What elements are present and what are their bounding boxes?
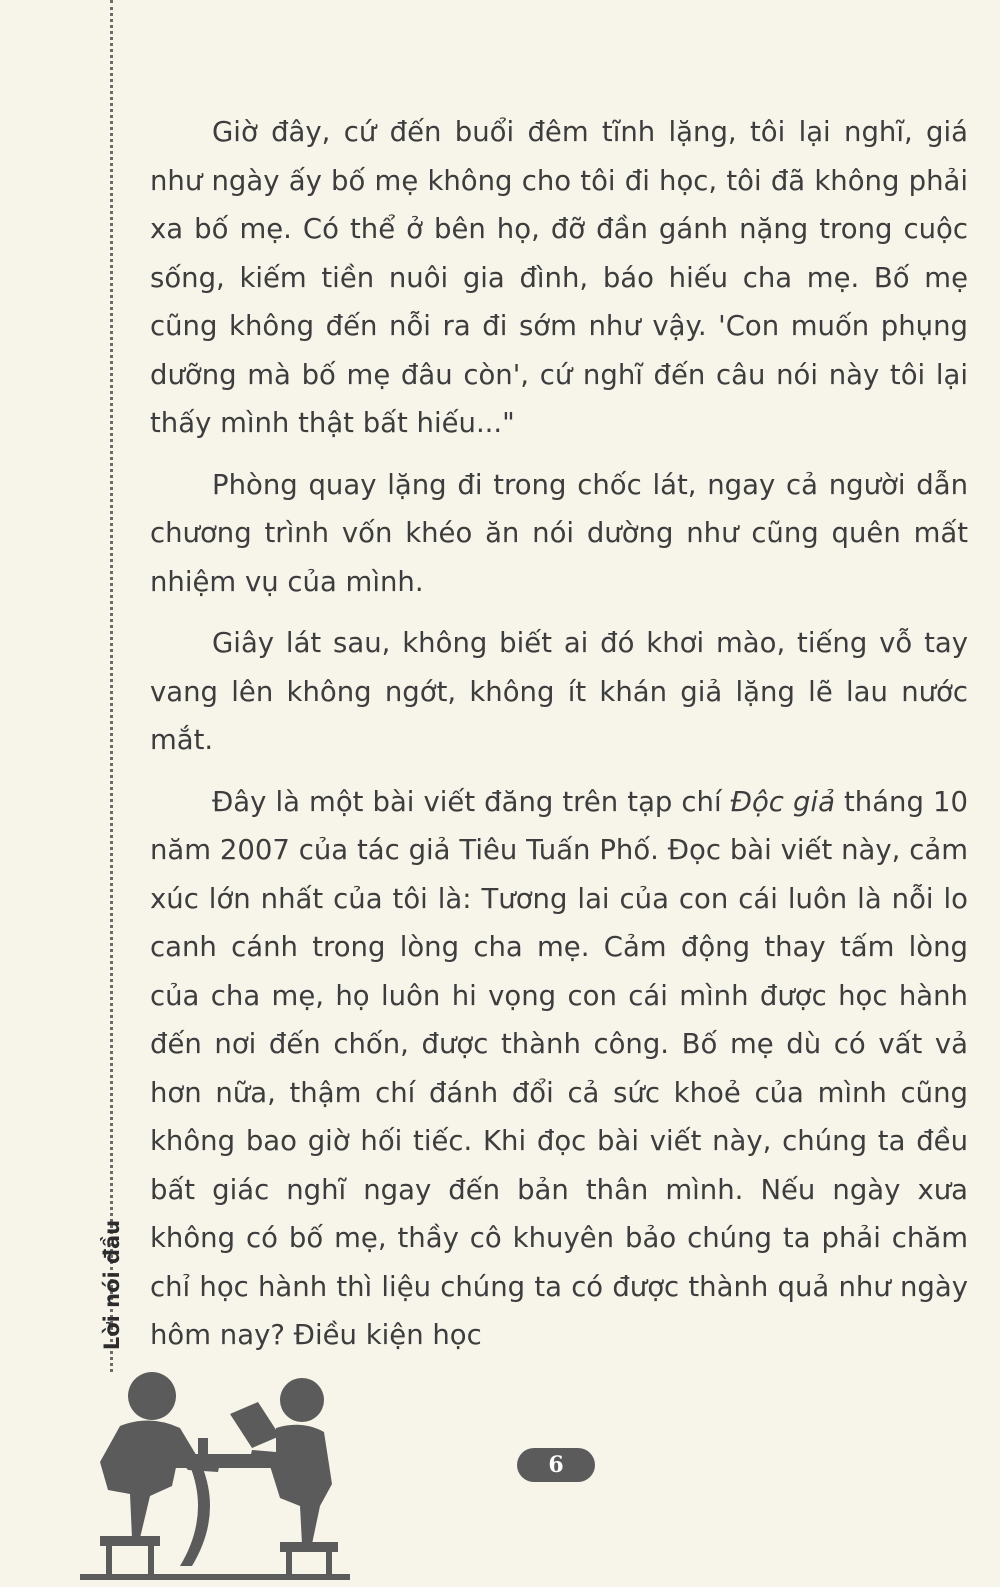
paragraph-1: Giờ đây, cứ đến buổi đêm tĩnh lặng, tôi lại nghĩ, giá như ngày ấy bố mẹ không cho tôi đi học, tôi đã không phải xa bố mẹ. Có thể ở bên họ, đỡ đần gánh nặng trong cuộc sống, kiếm tiền nuôi gia đình, báo hiếu cha mẹ. Bố mẹ cũng không đến nỗi ra đi sớm như vậy. 'Con muốn phụng dưỡng mà bố mẹ đâu còn', cứ nghĩ đến câu nói này tôi lại thấy mình thật bất hiếu..." — [150, 116, 968, 439]
chapter-side-label — [100, 1220, 124, 1350]
paragraph-4-start: Đây là một bài viết đăng trên tạp chí — [212, 785, 731, 818]
magazine-title: Độc giả — [730, 785, 835, 818]
paragraph-4 — [150, 778, 968, 1360]
right-child-head — [280, 1378, 324, 1422]
paragraph-3: Giây lát sau, không biết ai đó khơi mào, tiếng vỗ tay vang lên không ngớt, không ít khán giả lặng lẽ lau nước mắt. — [150, 627, 968, 756]
body-text — [150, 108, 968, 1373]
paragraph-4-rest: tháng 10 năm 2007 của tác giả Tiêu Tuấn Phố. Đọc bài viết này, cảm xúc lớn nhất của tôi là: Tương lai của con cái luôn là nỗi lo canh cánh trong lòng cha mẹ. Cảm động thay tấm lòng của cha mẹ, họ luôn hi vọng con cái mình được học hành đến nơi đến chốn, được thành công. Bố mẹ dù có vất vả hơn nữa, thậm chí đánh đổi cả sức khoẻ của mình cũng không bao giờ hối tiếc. Khi đọc bài viết này, chúng ta đều bất giác nghĩ ngay đến bản thân mình. Nếu ngày xưa không có bố mẹ, thầy cô khuyên bảo chúng ta phải chăm chỉ học hành thì liệu chúng ta có được thành quả như ngày hôm nay? Điều kiện học — [150, 785, 968, 1351]
left-stool — [100, 1536, 160, 1546]
children-studying-illustration — [80, 1366, 350, 1581]
chapter-side-label-text: Lời nói đầu — [100, 1219, 124, 1351]
cup — [198, 1438, 208, 1454]
left-stool-leg — [106, 1546, 112, 1576]
left-child-head — [128, 1372, 176, 1420]
page-number: 6 — [548, 1452, 564, 1478]
table-leg — [180, 1466, 210, 1566]
page-number-badge — [517, 1448, 595, 1482]
left-stool-leg — [148, 1546, 154, 1576]
paragraph-2: Phòng quay lặng đi trong chốc lát, ngay cả người dẫn chương trình vốn khéo ăn nói dường như cũng quên mất nhiệm vụ của mình. — [150, 468, 968, 598]
table-top — [158, 1454, 286, 1468]
floor-line — [80, 1574, 350, 1580]
dotted-margin-line — [110, 0, 113, 1372]
open-book — [230, 1402, 280, 1448]
right-stool — [280, 1542, 338, 1552]
